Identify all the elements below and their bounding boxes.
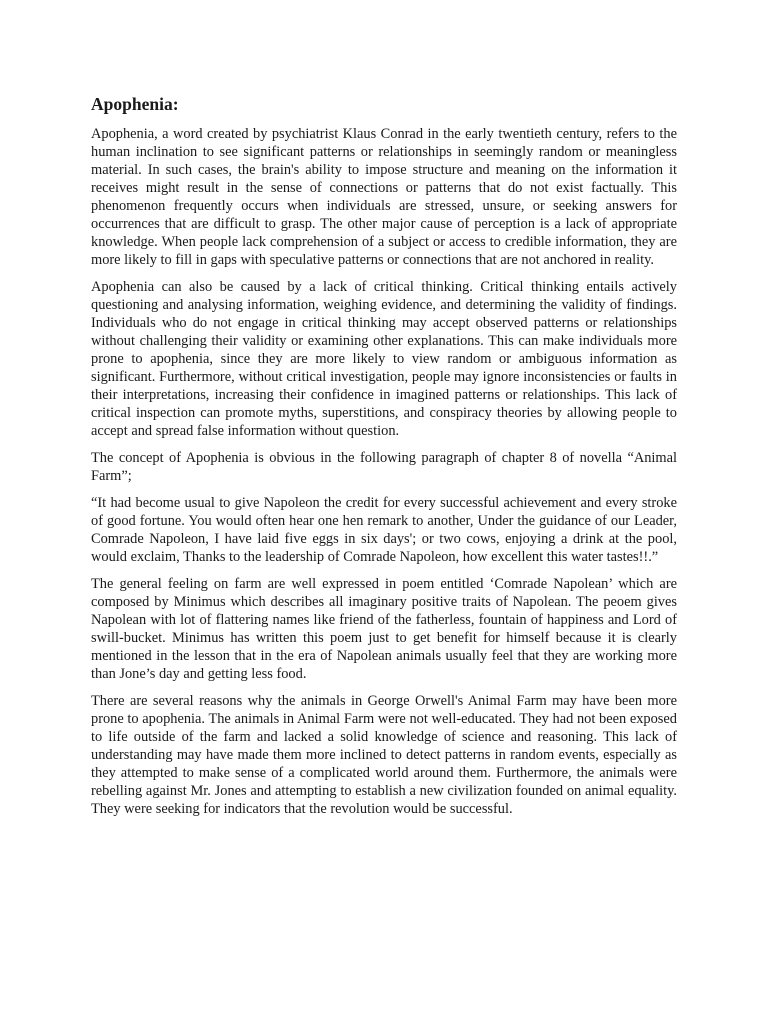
paragraph-quote: “It had become usual to give Napoleon the credit for every successful achievement and every stroke of good fortune. You would often hear one hen remark to another, Under the guidance of our Leader, Comrade Napoleon, I have laid five eggs in six days'; or two cows, enjoying a drink at the pool, would exclaim, Thanks to the leadership of Comrade Napoleon, how excellent this water tastes!!.” [91, 495, 677, 565]
paragraph-concept-intro: The concept of Apophenia is obvious in the following paragraph of chapter 8 of novella “Animal Farm”; [91, 450, 677, 484]
document-body [91, 92, 677, 827]
paragraph-critical-thinking: Apophenia can also be caused by a lack of critical thinking. Critical thinking entails actively questioning and analysing information, weighing evidence, and determining the validity of findings. Individuals who do not engage in critical thinking may accept observed patterns or relationships without challenging their validity or examining other explanations. This can make individuals more prone to apophenia, since they are more likely to view random or ambiguous information as significant. Furthermore, without critical investigation, people may ignore inconsistencies or faults in their interpretations, increasing their confidence in imagined patterns or relationships. This lack of critical inspection can promote myths, superstitions, and conspiracy theories by allowing people to accept and spread false information without question. [91, 279, 677, 439]
paragraph-poem: The general feeling on farm are well expressed in poem entitled ‘Comrade Napolean’ which are composed by Minimus which describes all imaginary positive traits of Napolean. The peoem gives Napolean with lot of flattering names like friend of the fatherless, fountain of happiness and Lord of swill-bucket. Minimus has written this poem just to get benefit for himself because it is clearly mentioned in the lesson that in the era of Napolean animals usually feel that they are working more than Jone’s day and getting less food. [91, 576, 677, 682]
paragraph-definition: Apophenia, a word created by psychiatrist Klaus Conrad in the early twentieth century, refers to the human inclination to see significant patterns or relationships in seemingly random or meaningless material. In such cases, the brain's ability to impose structure and meaning on the information it receives might result in the sense of connections or patterns that do not exist factually. This phenomenon frequently occurs when individuals are stressed, unsure, or seeking answers for occurrences that are difficult to grasp. The other major cause of perception is a lack of appropriate knowledge. When people lack comprehension of a subject or access to credible information, they are more likely to fill in gaps with speculative patterns or connections that are not anchored in reality. [91, 126, 677, 268]
document-title: Apophenia: [91, 94, 179, 114]
paragraph-reasons: There are several reasons why the animals in George Orwell's Animal Farm may have been more prone to apophenia. The animals in Animal Farm were not well-educated. They had not been exposed to life outside of the farm and lacked a solid knowledge of science and reasoning. This lack of understanding may have made them more inclined to detect patterns in random events, especially as they attempted to make sense of a complicated world around them. Furthermore, the animals were rebelling against Mr. Jones and attempting to establish a new civilization founded on animal equality. They were seeking for indicators that the revolution would be successful. [91, 693, 677, 817]
